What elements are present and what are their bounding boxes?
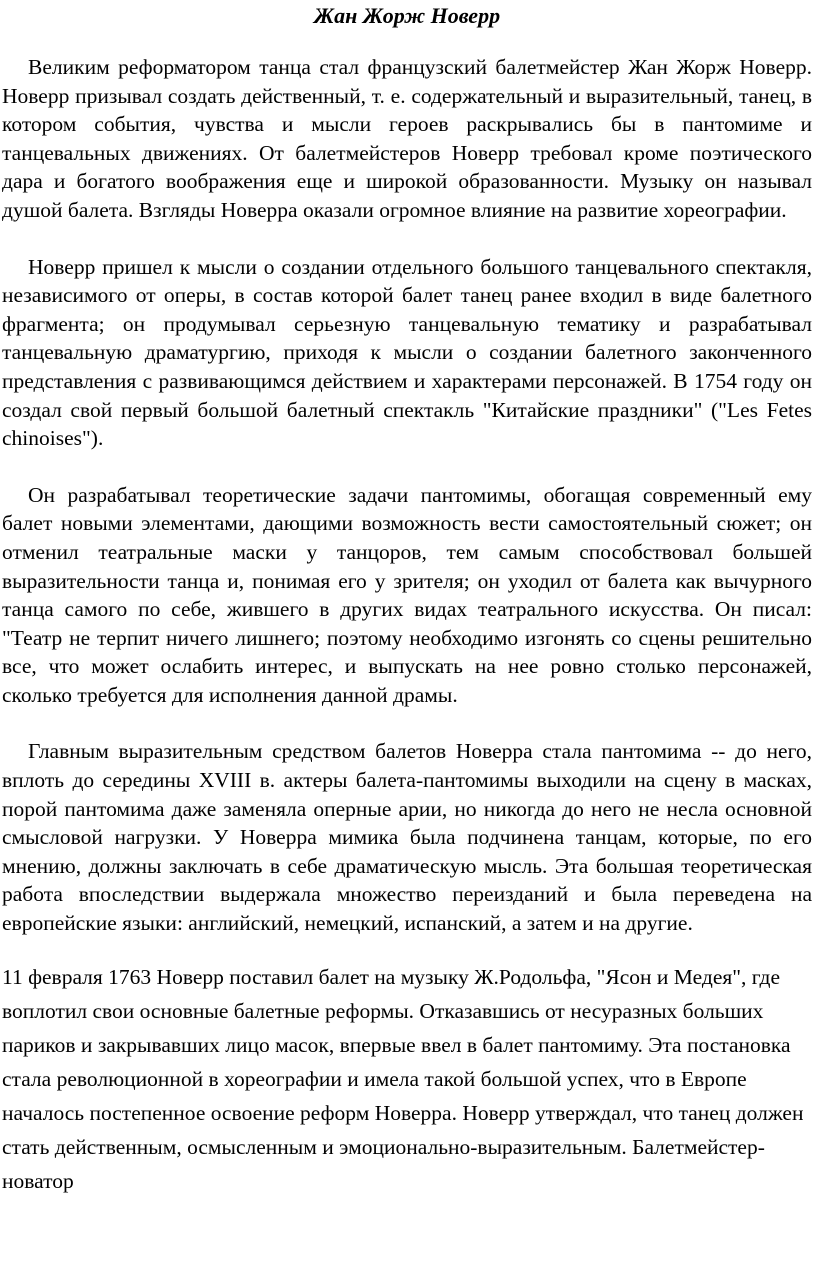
paragraph-ballet-spectacle: Новерр пришел к мысли о создании отдельного большого танцевального спектакля, независимого от оперы, в состав которой балет танец ранее входил в виде балетного фрагмента; он продумывал серьезную танцевальную тематику и разрабатывал танцевальную драматургию, приходя к мысли о создании балетного законченного представления с развивающимся действием и характерами персонажей. В 1754 году он создал свой первый большой балетный спектакль "Китайские праздники" ("Les Fetes chinoises").: [2, 254, 812, 451]
paragraph-pantomime-theory: Он разрабатывал теоретические задачи пантомимы, обогащая современный ему балет новыми элементами, дающими возможность вести самостоятельный сюжет; он отменил театральные маски у танцоров, тем самым способствовал большей выразительности танца и, понимая его у зрителя; он уходил от балета как вычурного танца самого по себе, жившего в других видах театрального искусства. Он писал: "Театр не терпит ничего лишнего; поэтому необходимо изгонять со сцены решительно все, что может ослабить интерес, и выпускать на нее ровно столько персонажей, сколько требуется для исполнения данной драмы.: [2, 482, 812, 707]
paragraph-jason-medea: 11 февраля 1763 Новерр поставил балет на музыку Ж.Родольфа, "Ясон и Медея", где воплотил свои основные балетные реформы. Отказавшись от несуразных больших париков и закрывавших лицо масок, впервые ввел в балет пантомиму. Эта постановка стала революционной в хореографии и имела такой большой успех, что в Европе началось постепенное освоение реформ Новерра. Новерр утверждал, что танец должен стать действенным, осмысленным и эмоционально-выразительным. Балетмейстер-новатор: [2, 964, 804, 1193]
paragraph-expressive-means: Главным выразительным средством балетов Новерра стала пантомима -- до него, вплоть до середины XVIII в. актеры балета-пантомимы выходили на сцену в масках, порой пантомима даже заменяла оперные арии, но никогда до него не несла основной смысловой нагрузки. У Новерра мимика была подчинена танцам, которые, по его мнению, должны заключать в себе драматическую мысль. Эта большая теоретическая работа впоследствии выдержала множество переизданий и была переведена на европейские языки: английский, немецкий, испанский, а затем и на другие.: [2, 739, 812, 936]
document-title: Жан Жорж Новерр: [313, 3, 501, 28]
paragraph-intro: Великим реформатором танца стал французский балетмейстер Жан Жорж Новерр. Новерр призывал создать действенный, т. е. содержательный и выразительный, танец, в котором события, чувства и мысли героев раскрывались бы в пантомиме и танцевальных движениях. От балетмейстеров Новерр требовал кроме поэтического дара и богатого воображения еще и широкой образованности. Музыку он называл душой балета. Взгляды Новерра оказали огромное влияние на развитие хореографии.: [2, 55, 812, 222]
